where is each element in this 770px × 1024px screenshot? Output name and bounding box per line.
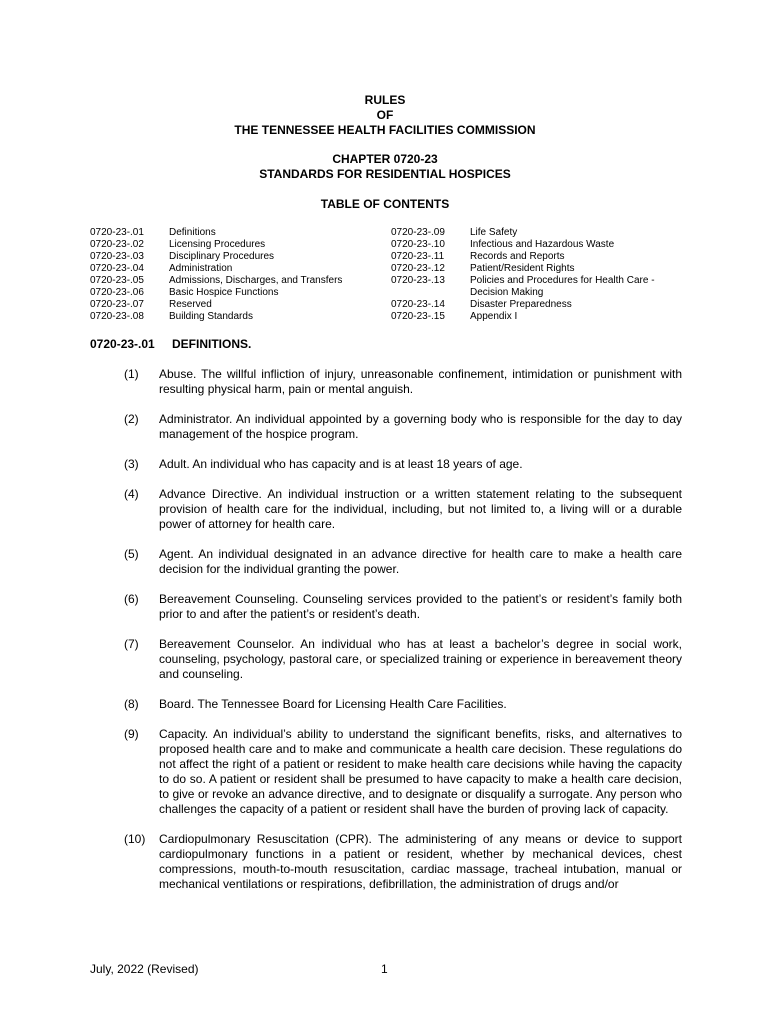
definition-text: Administrator. An individual appointed by a governing body who is responsible for the day to day management of the hospice program. [159, 412, 682, 441]
toc-number: 0720-23-.04 [90, 263, 144, 274]
toc-number: 0720-23-.13 [391, 275, 445, 286]
toc-number: 0720-23-.12 [391, 263, 445, 274]
section-title: DEFINITIONS. [172, 337, 252, 351]
toc-number: 0720-23-.05 [90, 275, 144, 286]
toc-entry[interactable] [391, 227, 670, 239]
toc-title-text: Decision Making [470, 287, 544, 298]
toc-entry[interactable] [90, 299, 379, 311]
definition-number: (4) [124, 487, 139, 501]
definition-item [90, 832, 682, 892]
definition-text: Adult. An individual who has capacity and is at least 18 years of age. [159, 457, 523, 471]
toc-entry[interactable] [90, 287, 379, 299]
definition-number: (2) [124, 412, 139, 426]
header-commission: THE TENNESSEE HEALTH FACILITIES COMMISSION [234, 123, 536, 137]
toc-left-column [90, 227, 379, 323]
definition-text: Bereavement Counseling. Counseling services provided to the patient’s or resident’s family both prior to and after the patient’s or resident’s death. [159, 592, 682, 621]
toc-title-text: Disciplinary Procedures [169, 251, 275, 262]
chapter-title: STANDARDS FOR RESIDENTIAL HOSPICES [259, 167, 511, 181]
toc-entry[interactable] [391, 299, 670, 311]
toc-title-text: Building Standards [169, 311, 253, 322]
definition-text: Bereavement Counselor. An individual who has at least a bachelor’s degree in social work, counseling, psychology, pastoral care, or specialized training or experience in bereavement theory and counseling. [159, 637, 682, 681]
toc-title-text: Administration [169, 263, 233, 274]
toc-entry[interactable] [90, 227, 379, 239]
definition-text: Capacity. An individual’s ability to understand the significant benefits, risks, and alternatives to proposed health care and to make and communicate a health care decision. These regulations do not affect the right of a patient or resident to make health care decisions while having the capacity to do so. A patient or resident shall be presumed to have capacity to make a health care decision, to give or revoke an advance directive, and to designate or disqualify a surrogate. Any person who challenges the capacity of a patient or resident shall have the burden of proving lack of capacity. [159, 727, 682, 816]
toc-entry[interactable] [391, 275, 670, 287]
toc-number: 0720-23-.09 [391, 227, 445, 238]
definition-number: (8) [124, 697, 139, 711]
header-of: OF [376, 108, 394, 122]
toc-title-text: Policies and Procedures for Health Care - [470, 275, 655, 286]
toc-right-column [391, 227, 670, 323]
toc-entry[interactable] [90, 275, 379, 287]
toc-entry[interactable] [391, 263, 670, 275]
section-number: 0720-23-.01 [90, 337, 155, 351]
toc-title-text: Disaster Preparedness [470, 299, 572, 310]
toc-number [391, 287, 470, 299]
toc-title-text: Definitions [169, 227, 216, 238]
toc-number: 0720-23-.02 [90, 239, 144, 250]
toc-entry[interactable] [391, 239, 670, 251]
footer-date: July, 2022 (Revised) [90, 962, 199, 976]
chapter-number: CHAPTER 0720-23 [332, 152, 438, 166]
header-rules: RULES [364, 93, 406, 107]
definition-item [90, 592, 682, 622]
toc-title-text: Licensing Procedures [169, 239, 266, 250]
definition-text: Agent. An individual designated in an advance directive for health care to make a health care decision for the individual granting the power. [159, 547, 682, 576]
section-heading [90, 337, 251, 352]
toc-title: TABLE OF CONTENTS [320, 197, 450, 211]
toc-number: 0720-23-.14 [391, 299, 445, 310]
toc-entry[interactable] [391, 251, 670, 263]
definition-item [90, 547, 682, 577]
definition-text: Abuse. The willful infliction of injury, unreasonable confinement, intimidation or punishment with resulting physical harm, pain or mental anguish. [159, 367, 682, 396]
chapter-header [0, 152, 770, 182]
page-number: 1 [381, 962, 388, 976]
toc-number: 0720-23-.07 [90, 299, 144, 310]
definition-item [90, 697, 682, 712]
definition-number: (10) [124, 832, 146, 846]
toc-title-text: Infectious and Hazardous Waste [470, 239, 615, 250]
definition-item [90, 637, 682, 682]
toc-title-text: Patient/Resident Rights [470, 263, 575, 274]
toc-title-text: Appendix I [470, 311, 518, 322]
toc-entry[interactable] [90, 311, 379, 323]
toc-number: 0720-23-.15 [391, 311, 445, 322]
toc-number: 0720-23-.06 [90, 287, 144, 298]
definition-text: Cardiopulmonary Resuscitation (CPR). The administering of any means or device to support cardiopulmonary functions in a patient or resident, whether by mechanical devices, chest compressions, mouth-to-mouth resuscitation, cardiac massage, tracheal intubation, manual or mechanical ventilations or respirations, defibrillation, the administration of drugs and/or [159, 832, 682, 891]
toc-number: 0720-23-.10 [391, 239, 445, 250]
toc-number: 0720-23-.11 [391, 251, 445, 262]
toc-number: 0720-23-.08 [90, 311, 144, 322]
definitions-list [90, 367, 682, 907]
toc-entry[interactable] [90, 251, 379, 263]
definition-item [90, 412, 682, 442]
toc-title-text: Records and Reports [470, 251, 565, 262]
definition-item [90, 487, 682, 532]
toc-title-text: Basic Hospice Functions [169, 287, 279, 298]
definition-item [90, 457, 682, 472]
definition-text: Board. The Tennessee Board for Licensing Health Care Facilities. [159, 697, 507, 711]
definition-item [90, 367, 682, 397]
definition-number: (1) [124, 367, 139, 381]
toc-entry-continuation [391, 287, 670, 299]
definition-number: (7) [124, 637, 139, 651]
toc-title-text: Life Safety [470, 227, 518, 238]
definition-number: (5) [124, 547, 139, 561]
toc-entry[interactable] [391, 311, 670, 323]
toc-entry[interactable] [90, 239, 379, 251]
definition-item [90, 727, 682, 817]
definition-number: (6) [124, 592, 139, 606]
toc-entry[interactable] [90, 263, 379, 275]
definition-number: (3) [124, 457, 139, 471]
toc-number: 0720-23-.01 [90, 227, 144, 238]
definition-number: (9) [124, 727, 139, 741]
document-header [0, 93, 770, 138]
toc-number: 0720-23-.03 [90, 251, 144, 262]
definition-text: Advance Directive. An individual instruction or a written statement relating to the subsequent provision of health care for the individual, including, but not limited to, a living will or a durable power of attorney for health care. [159, 487, 682, 531]
toc-title-text: Reserved [169, 299, 212, 310]
toc-title-text: Admissions, Discharges, and Transfers [169, 275, 343, 286]
